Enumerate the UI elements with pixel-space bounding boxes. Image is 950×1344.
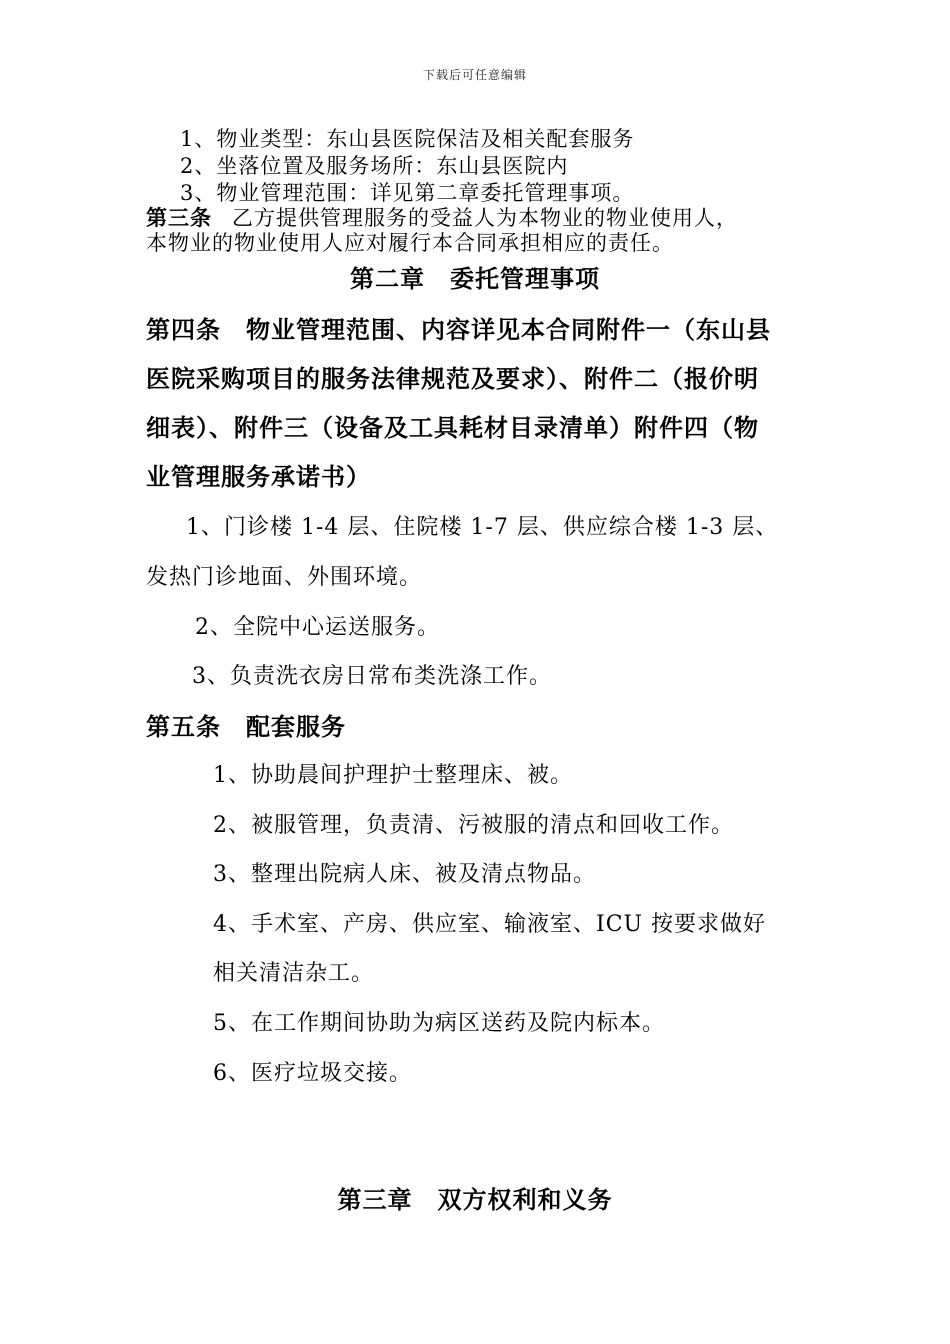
service-item-6: 6、医疗垃圾交接。 [213, 1061, 412, 1086]
scope-item-2: 2、全院中心运送服务。 [195, 615, 440, 640]
item-property-type: 1、物业类型：东山县医院保洁及相关配套服务 [180, 127, 635, 151]
chapter-3-title: 第三章 双方权利和义务 [337, 1185, 613, 1214]
scope-item-1-cont: 发热门诊地面、外围环境。 [146, 565, 423, 590]
article-4-line3: 细表）、附件三（设备及工具耗材目录清单）附件四（物 [146, 413, 759, 442]
item-scope: 3、物业管理范围：详见第二章委托管理事项。 [180, 181, 635, 205]
article-3-title: 第三条 [146, 205, 212, 230]
service-item-5: 5、在工作期间协助为病区送药及院内标本。 [213, 1011, 665, 1036]
item-location: 2、坐落位置及服务场所：东山县医院内 [180, 154, 569, 178]
service-item-2: 2、被服管理，负责清、污被服的清点和回收工作。 [213, 813, 734, 838]
service-item-4-cont: 相关清洁杂工。 [213, 961, 375, 986]
service-item-1: 1、协助晨间护理护士整理床、被。 [213, 763, 573, 788]
service-item-4: 4、手术室、产房、供应室、输液室、ICU 按要求做好 [213, 912, 767, 937]
article-4-line2: 医院采购项目的服务法律规范及要求）、附件二（报价明 [146, 364, 759, 393]
scope-item-3: 3、负责洗衣房日常布类洗涤工作。 [192, 664, 552, 689]
scope-item-1: 1、门诊楼 1-4 层、住院楼 1-7 层、供应综合楼 1-3 层、 [186, 515, 779, 540]
service-item-3: 3、整理出院病人床、被及清点物品。 [213, 862, 596, 887]
article-4-line1: 第四条 物业管理范围、内容详见本合同附件一（东山县 [146, 315, 771, 344]
article-4-line4: 业管理服务承诺书） [146, 462, 371, 491]
page-header: 下载后可任意编辑 [422, 68, 527, 82]
chapter-2-title: 第二章 委托管理事项 [350, 264, 600, 293]
article-3-text: 乙方提供管理服务的受益人为本物业的物业使用人， [232, 206, 738, 230]
article-3-line2: 本物业的物业使用人应对履行本合同承担相应的责任。 [146, 231, 674, 255]
article-5-title: 第五条 配套服务 [146, 712, 346, 741]
